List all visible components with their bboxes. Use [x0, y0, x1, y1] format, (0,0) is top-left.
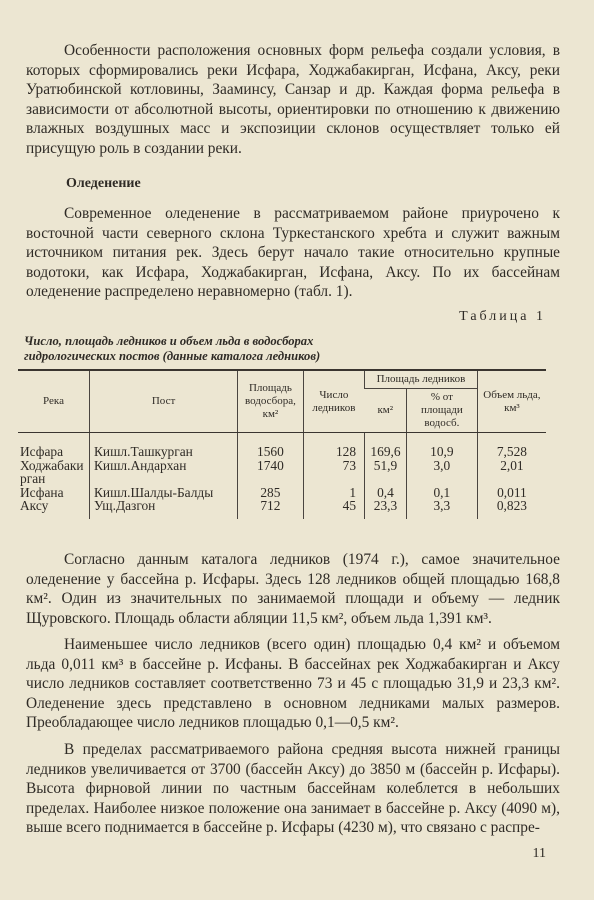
- cell-post: Кишл.Андархан: [90, 459, 238, 486]
- header-glacier-area-pct: % от площади водосб.: [406, 389, 477, 433]
- cell-glacier-count: 128: [303, 433, 364, 459]
- table-row: [18, 433, 546, 459]
- header-glacier-area-group: Площадь ледников: [365, 370, 478, 389]
- header-post: Пост: [90, 370, 238, 433]
- cell-river: Исфара: [20, 444, 64, 459]
- header-glacier-count: Число ледников: [303, 370, 364, 433]
- table-row: [18, 486, 546, 500]
- catalog-paragraph: Согласно данным каталога ледников (1974 г.), самое значительное оледенение у бассейна р. Исфары. Здесь 128 ледников общей площадью 168,8 км². Один из значительных по занимаемой площади и объему — ледник Щуровского. Площадь области абляции 11,5 км², объем льда 1,391 км³.: [26, 551, 560, 627]
- cell-post: Ущ.Дазгон: [90, 499, 238, 519]
- header-ice-volume: Объем льда, км³: [477, 370, 546, 433]
- table-row: [18, 459, 546, 486]
- cell-ice-volume: 0,823: [477, 499, 546, 519]
- intro-paragraph: Особенности расположения основных форм рельефа создали условия, в которых сформировались реки Исфара, Ходжабакирган, Исфана, Аксу, реки Уратюбинской котловины, Зааминсу, Санзар и др. Каждая форма рельефа в зависимости от абсолютной высоты, ориентировки по отношению к движению влажных воздушных масс и экспозиции склонов осуществляет только ей присущую роль в создании реки.: [26, 42, 560, 157]
- header-river: Река: [18, 370, 90, 433]
- cell-ice-volume: 2,01: [477, 459, 546, 486]
- table-caption: Число, площадь ледников и объем льда в водосборах гидрологических постов (данные каталога ледников): [24, 334, 321, 363]
- cell-area-pct: 0,1: [406, 486, 477, 500]
- page-number: 11: [532, 846, 546, 861]
- cell-area-pct: 3,0: [406, 459, 477, 486]
- table-row: [18, 499, 546, 519]
- cell-river: Аксу: [20, 498, 49, 513]
- table-label: Таблица 1: [459, 309, 546, 324]
- cell-area-pct: 3,3: [406, 499, 477, 519]
- cell-river: Исфана: [20, 484, 64, 500]
- cell-glacier-count: 73: [303, 459, 364, 486]
- cell-ice-volume: 7,528: [477, 433, 546, 459]
- cell-ice-volume: 0,011: [477, 486, 546, 500]
- cell-basin-area: 285: [238, 486, 304, 500]
- cell-glacier-count: 45: [303, 499, 364, 519]
- cell-river: Ходжабакирган: [20, 457, 84, 486]
- cell-area-km2: 169,6: [365, 433, 407, 459]
- glaciation-paragraph: Современное оледенение в рассматриваемом районе приурочено к восточной части северного склона Туркестанского хребта и служит важным источником питания рек. Здесь берут начало такие относительно крупные водотоки, как Исфара, Ходжабакирган, Исфана, Аксу. По их бассейнам оледенение распределено неравномерно (табл. 1).: [26, 205, 560, 300]
- cell-area-pct: 10,9: [406, 433, 477, 459]
- cell-post: Кишл.Шалды-Балды: [90, 486, 238, 500]
- smallest-glaciation-paragraph: Наименьшее число ледников (всего один) площадью 0,4 км² и объемом льда 0,011 км³ в бассейне р. Исфаны. В бассейнах рек Ходжабакирган и Аксу число ледников составляет соответственно 73 и 45 с площадью 31,9 и 23,3 км². Оледенение здесь представлено в основном ледниками малых размеров. Преобладающее число ледников площадью 0,1—0,5 км².: [26, 636, 560, 731]
- cell-basin-area: 712: [238, 499, 304, 519]
- cell-area-km2: 23,3: [365, 499, 407, 519]
- cell-basin-area: 1740: [238, 459, 304, 486]
- cell-area-km2: 51,9: [365, 459, 407, 486]
- firn-line-paragraph: В пределах рассматриваемого района средняя высота нижней границы ледников увеличивается от 3700 (бассейн Аксу) до 3850 м (бассейн р. Исфары). Высота фирновой линии по частным бассейнам колеблется в небольших пределах. Наиболее низкое положение она занимает в бассейне р. Аксу (4090 м), выше всего поднимается в бассейне р. Исфары (4230 м), что связано с распре-: [26, 741, 560, 836]
- header-basin-area: Площадь водосбора, км²: [238, 370, 304, 433]
- cell-glacier-count: 1: [303, 486, 364, 500]
- cell-area-km2: 0,4: [365, 486, 407, 500]
- cell-basin-area: 1560: [238, 433, 304, 459]
- glaciers-table: [18, 369, 546, 519]
- section-heading: Оледенение: [66, 176, 141, 191]
- cell-post: Кишл.Ташкурган: [90, 433, 238, 459]
- header-glacier-area-km2: км²: [365, 389, 407, 433]
